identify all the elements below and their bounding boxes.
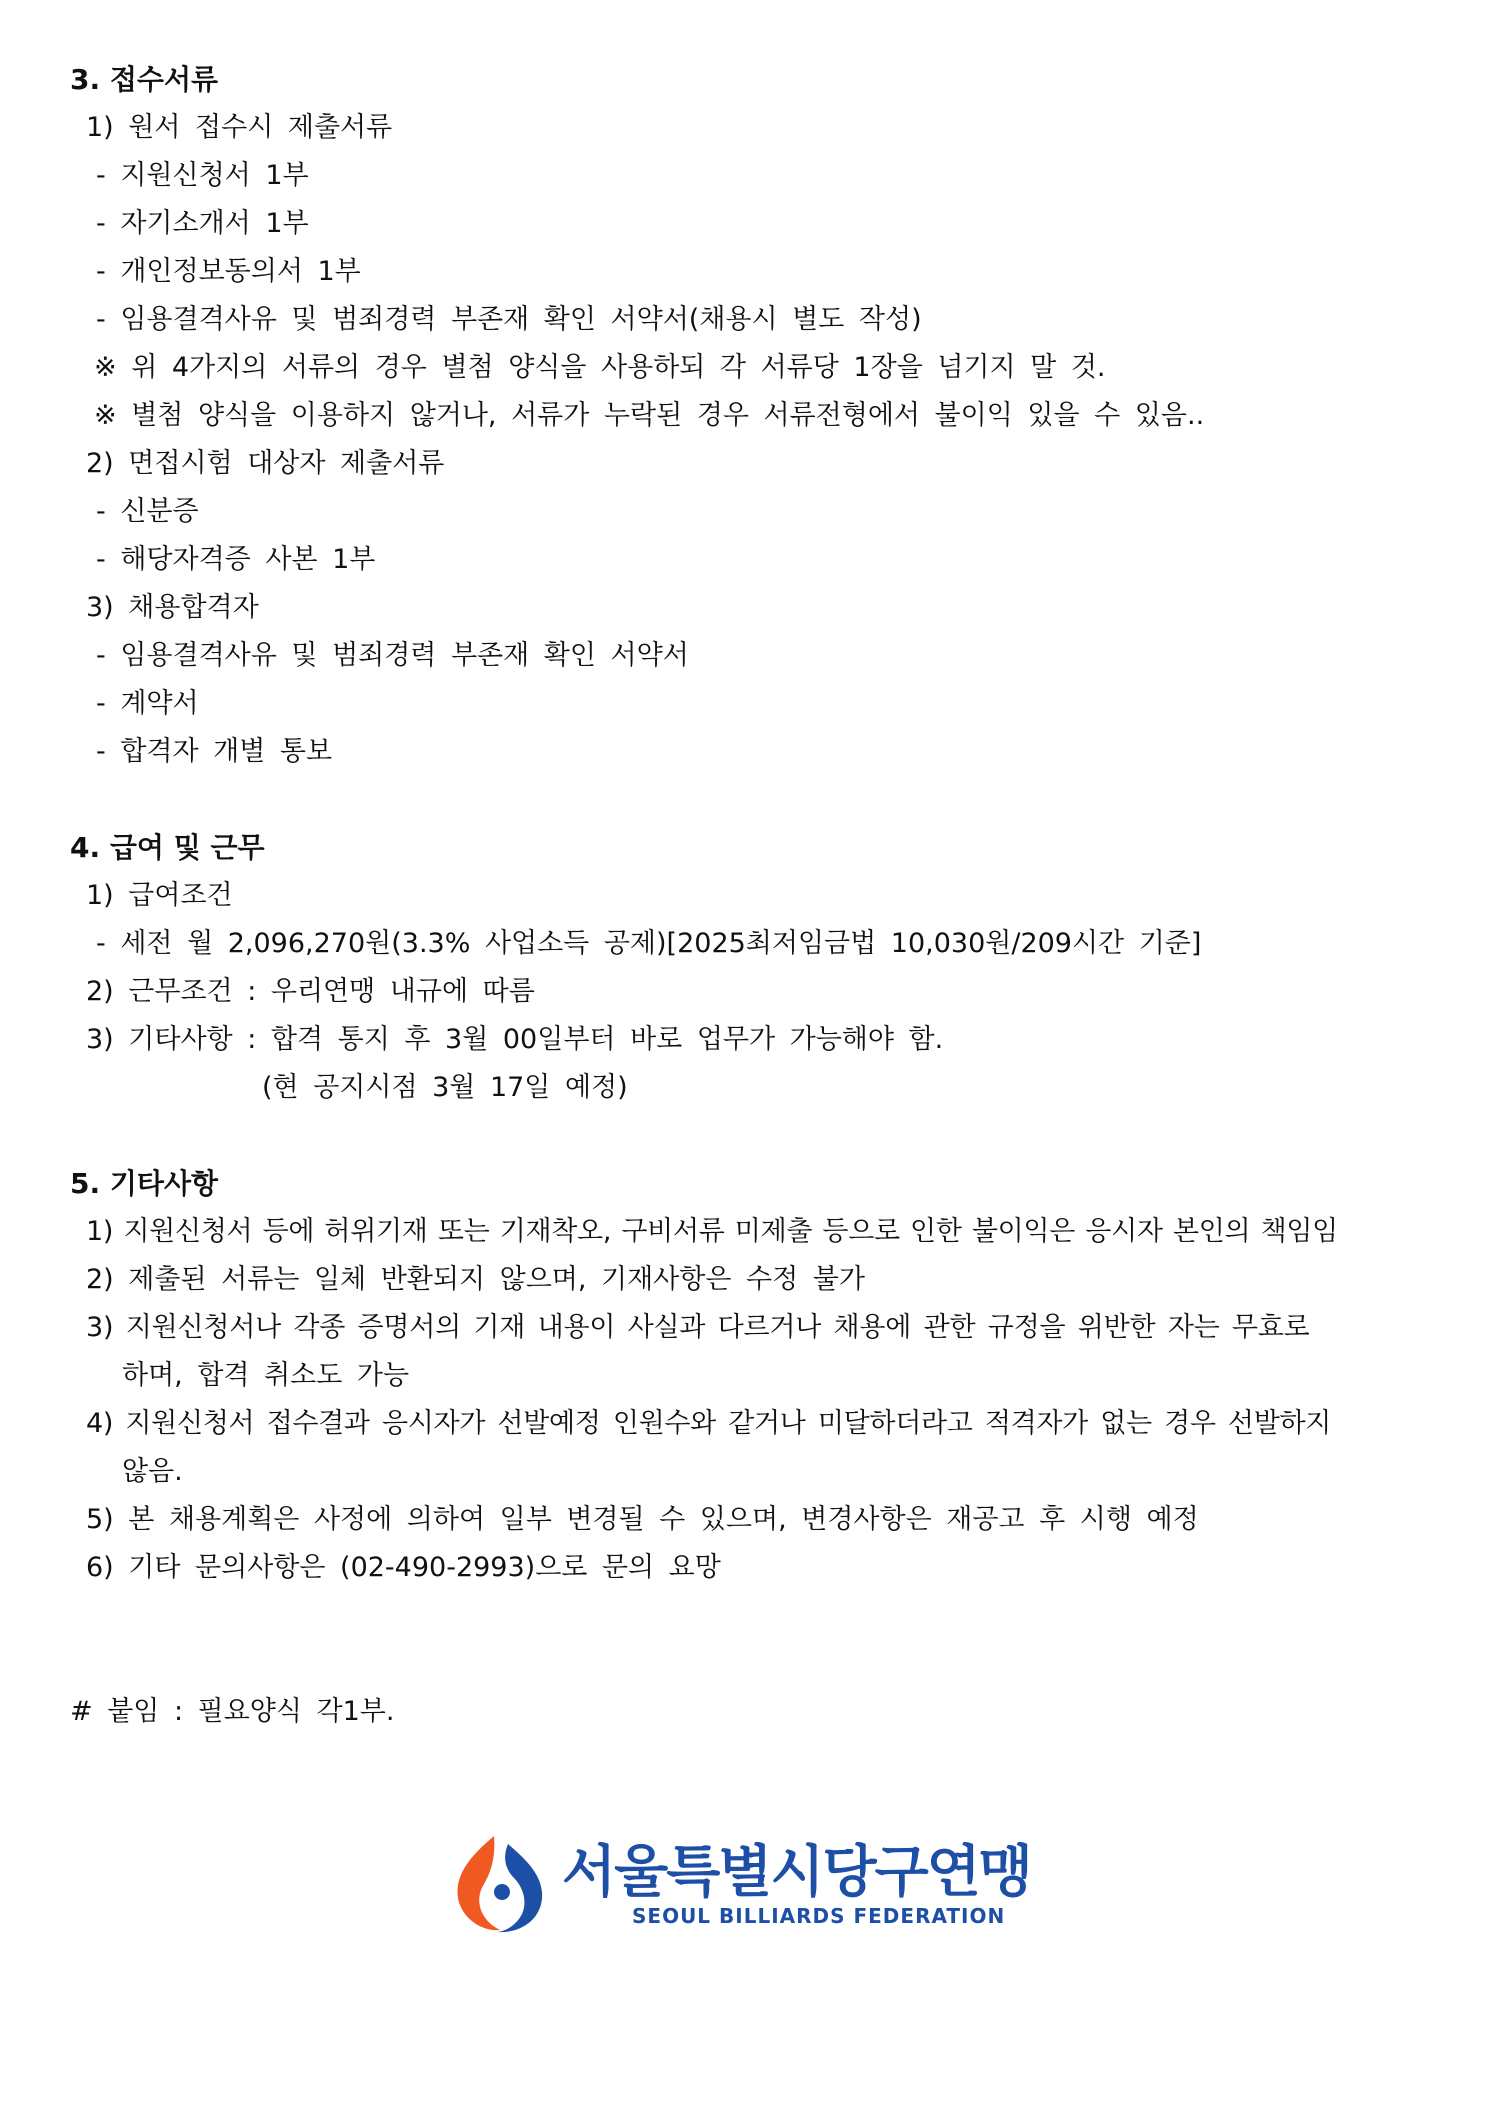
list-item: - 신분증 xyxy=(96,496,199,527)
note: ※ 위 4가지의 서류의 경우 별첨 양식을 사용하되 각 서류당 1장을 넘기지 말 것. xyxy=(94,352,1106,383)
list-item: - 개인정보동의서 1부 xyxy=(96,256,361,287)
spacer xyxy=(70,776,1430,824)
attachment-note: # 붙임 : 필요양식 각1부. xyxy=(70,1696,395,1727)
list-item: 3) 지원신청서나 각종 증명서의 기재 내용이 사실과 다르거나 채용에 관한 규정을 위반한 자는 무효로 xyxy=(86,1312,1310,1343)
list-item: 2) 제출된 서류는 일체 반환되지 않으며, 기재사항은 수정 불가 xyxy=(86,1264,865,1295)
list-item: 2) 면접시험 대상자 제출서류 xyxy=(86,448,445,479)
list-item: 3) 채용합격자 xyxy=(86,592,259,623)
list-item: 않음. xyxy=(122,1456,183,1487)
section-title: 5. 기타사항 xyxy=(70,1167,219,1200)
section-title: 3. 접수서류 xyxy=(70,63,219,96)
list-item: - 세전 월 2,096,270원(3.3% 사업소득 공제)[2025최저임금법 10,030원/209시간 기준] xyxy=(96,928,1202,959)
list-item: 3) 기타사항 : 합격 통지 후 3월 00일부터 바로 업무가 가능해야 함. xyxy=(86,1024,944,1055)
list-item: 1) 원서 접수시 제출서류 xyxy=(86,112,393,143)
list-item: 4) 지원신청서 접수결과 응시자가 선발예정 인원수와 같거나 미달하더라고 적격자가 없는 경우 선발하지 xyxy=(86,1408,1332,1439)
list-item: 1) 지원신청서 등에 허위기재 또는 기재착오, 구비서류 미제출 등으로 인한 불이익은 응시자 본인의 책임임 xyxy=(86,1216,1338,1247)
list-item: 1) 급여조건 xyxy=(86,880,233,911)
list-item: - 합격자 개별 통보 xyxy=(96,736,333,767)
list-item: - 자기소개서 1부 xyxy=(96,208,309,239)
list-item: 2) 근무조건 : 우리연맹 내규에 따름 xyxy=(86,976,535,1007)
list-item: 하며, 합격 취소도 가능 xyxy=(122,1360,410,1391)
list-item: - 지원신청서 1부 xyxy=(96,160,309,191)
list-item: (현 공지시점 3월 17일 예정) xyxy=(262,1072,628,1103)
logo-name: 서울특별시당구연맹 xyxy=(562,1840,1031,1905)
note: ※ 별첨 양식을 이용하지 않거나, 서류가 누락된 경우 서류전형에서 불이익 있을 수 있음.. xyxy=(94,400,1205,431)
list-item: - 임용결격사유 및 범죄경력 부존재 확인 서약서(채용시 별도 작성) xyxy=(96,304,922,335)
list-item: - 임용결격사유 및 범죄경력 부존재 확인 서약서 xyxy=(96,640,689,671)
spacer xyxy=(70,1112,1430,1160)
federation-logo xyxy=(444,1828,1044,1938)
list-item: - 해당자격증 사본 1부 xyxy=(96,544,376,575)
list-item: 6) 기타 문의사항은 (02-490-2993)으로 문의 요망 xyxy=(86,1552,721,1583)
list-item: 5) 본 채용계획은 사정에 의하여 일부 변경될 수 있으며, 변경사항은 재공고 후 시행 예정 xyxy=(86,1504,1199,1535)
document-body xyxy=(70,56,1430,1736)
logo-subtitle: SEOUL BILLIARDS FEDERATION xyxy=(632,1904,1006,1928)
flame-logo-icon xyxy=(444,1828,554,1938)
spacer xyxy=(70,1592,1430,1688)
list-item: - 계약서 xyxy=(96,688,199,719)
section-title: 4. 급여 및 근무 xyxy=(70,831,265,864)
